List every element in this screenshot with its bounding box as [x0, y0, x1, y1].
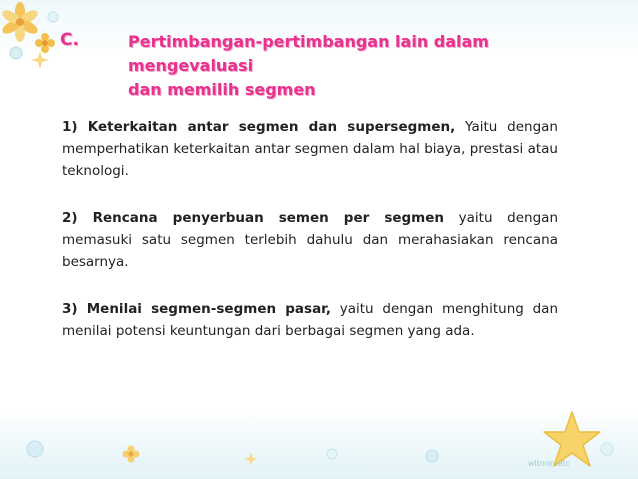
section-title: Pertimbangan-pertimbangan lain dalam mengevaluasi dan memilih segmen	[128, 32, 489, 99]
watermark: wltmin.etc	[528, 459, 570, 468]
bubble-icon	[424, 448, 440, 464]
small-flower-icon	[121, 444, 141, 464]
item-lead: 1) Keterkaitan antar segmen dan supersegmen,	[62, 119, 456, 135]
list-item	[62, 207, 558, 273]
bubble-icon	[46, 10, 60, 24]
bubble-icon	[24, 438, 46, 460]
list-item	[62, 298, 558, 342]
section-letter: C.	[60, 30, 79, 50]
item-text: yaitu dengan menghitung dan menilai potensi keuntungan dari berbagai segmen yang ada.	[62, 301, 558, 339]
list-item	[62, 116, 558, 182]
sparkle-icon	[243, 451, 259, 467]
item-text: yaitu dengan memasuki satu segmen terlebih dahulu dan merahasiakan rencana besarnya.	[62, 210, 558, 270]
bubble-icon	[325, 447, 339, 461]
item-lead: 3) Menilai segmen-segmen pasar,	[62, 301, 331, 317]
bubble-icon	[8, 45, 24, 61]
item-text: Yaitu dengan memperhatikan keterkaitan antar segmen dalam hal biaya, prestasi atau teknologi.	[62, 119, 558, 179]
item-lead: 2) Rencana penyerbuan semen per segmen	[62, 210, 445, 226]
sparkle-icon	[30, 50, 50, 70]
bubble-icon	[598, 440, 616, 458]
